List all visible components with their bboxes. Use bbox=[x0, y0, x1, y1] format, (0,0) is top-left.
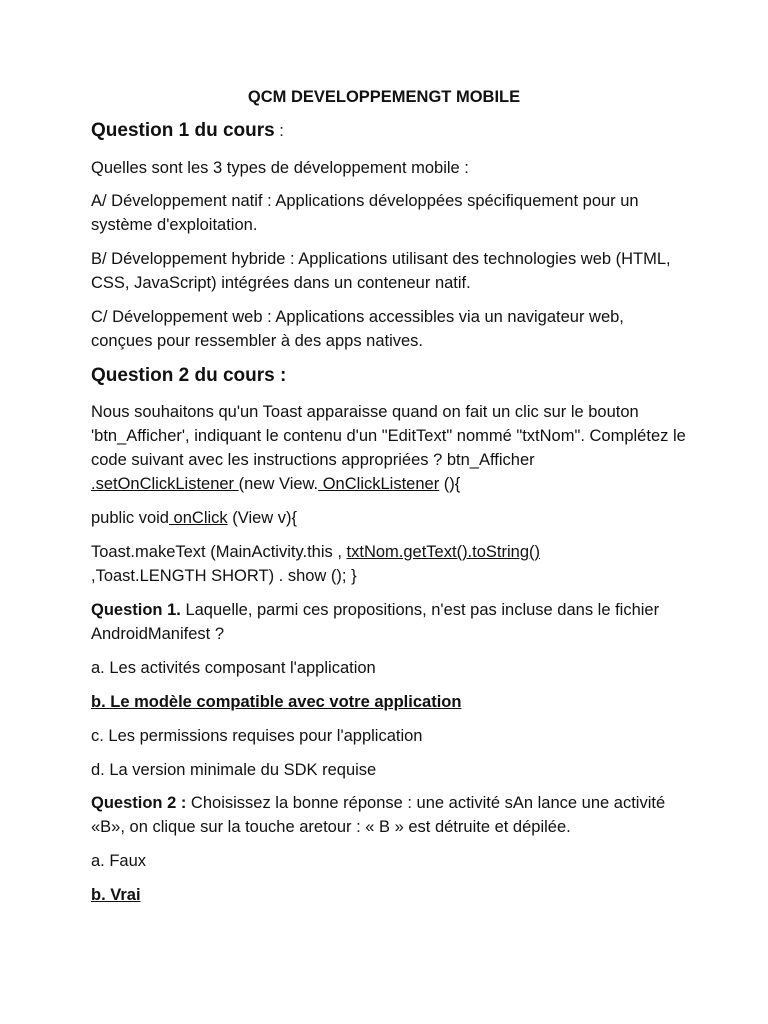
code-line-toast bbox=[91, 540, 691, 588]
q1-answer-c: C/ Développement web : Applications accessibles via un navigateur web, conçues pour ressembler à des apps natives. bbox=[91, 308, 624, 350]
mcq1-option-d: d. La version minimale du SDK requise bbox=[91, 761, 377, 779]
mcq1-option-b-correct: b. Le modèle compatible avec votre application bbox=[91, 693, 462, 711]
mcq1-option-a: a. Les activités composant l'application bbox=[91, 659, 376, 677]
code-setonclicklistener: .setOnClickListener bbox=[91, 475, 239, 493]
document-title: QCM DEVELOPPEMENGT MOBILE bbox=[247, 88, 521, 106]
q2-heading: Question 2 du cours : bbox=[91, 365, 287, 386]
code-txtnom-gettext: txtNom.getText().toString() bbox=[346, 543, 540, 561]
mcq2-question bbox=[91, 791, 681, 839]
q2-text bbox=[91, 400, 691, 496]
q1-answer-b: B/ Développement hybride : Applications utilisant des technologies web (HTML, CSS, JavaScript) intégrées dans un conteneur natif. bbox=[91, 250, 671, 292]
q1-heading-colon: : bbox=[274, 122, 284, 140]
code-toast-length: ,Toast.LENGTH SHORT) . show (); } bbox=[91, 567, 357, 585]
q1-heading: Question 1 du cours bbox=[91, 120, 275, 141]
mcq1-option-c: c. Les permissions requises pour l'application bbox=[91, 727, 423, 745]
code-public-void: public void bbox=[91, 509, 169, 527]
mcq2-text: Choisissez la bonne réponse : une activité sAn lance une activité «B», on clique sur la touche aretour : « B » est détruite et dépilée. bbox=[91, 794, 666, 836]
mcq1-label: Question 1. bbox=[91, 601, 181, 619]
code-onclick: onClick bbox=[168, 509, 228, 527]
code-view-v: (View v){ bbox=[227, 509, 298, 527]
q1-heading-line bbox=[91, 119, 691, 143]
q1-prompt: Quelles sont les 3 types de développement mobile : bbox=[91, 159, 469, 177]
mcq1-text: Laquelle, parmi ces propositions, n'est pas incluse dans le fichier AndroidManifest ? bbox=[91, 601, 660, 643]
q1-answer-a: A/ Développement natif : Applications développées spécifiquement pour un système d'exploitation. bbox=[91, 192, 639, 234]
mcq1-question bbox=[91, 598, 681, 646]
mcq2-option-b-correct: b. Vrai bbox=[91, 886, 141, 904]
code-toast-maketext: Toast.makeText (MainActivity.this , bbox=[91, 543, 347, 561]
code-new-view: (new View. bbox=[238, 475, 319, 493]
mcq2-label: Question 2 : bbox=[91, 794, 187, 812]
q2-text-body: Nous souhaitons qu'un Toast apparaisse quand on fait un clic sur le bouton 'btn_Afficher', indiquant le contenu d'un "EditText" nommé "txtNom". Complétez le code suivant avec les instructions appropriées ? btn_Afficher bbox=[91, 403, 686, 469]
code-line-onclick bbox=[91, 506, 691, 530]
code-onclicklistener: OnClickListener bbox=[318, 475, 440, 493]
mcq2-option-a: a. Faux bbox=[91, 852, 147, 870]
code-brace-open: (){ bbox=[439, 475, 461, 493]
